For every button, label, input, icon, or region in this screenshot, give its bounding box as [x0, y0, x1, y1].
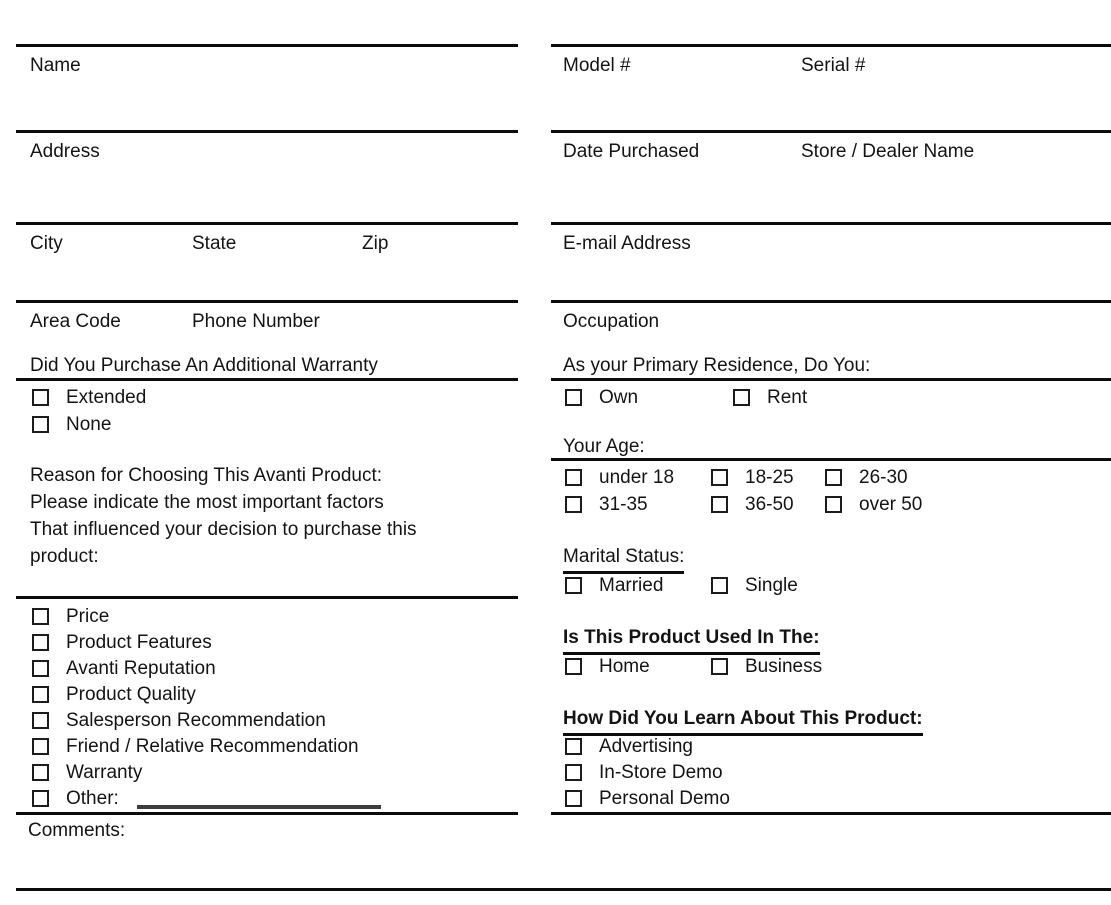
option-26-30-label: 26-30	[859, 466, 908, 488]
checkbox-avanti-reputation-icon[interactable]	[32, 660, 49, 677]
option-36-50-label: 36-50	[745, 493, 794, 515]
checkbox-rent-icon[interactable]	[733, 389, 750, 406]
checkbox-31-35-icon[interactable]	[565, 496, 582, 513]
age-section-heading	[551, 433, 1111, 461]
comments-field-label: Comments:	[28, 820, 126, 841]
checkbox-36-50-icon[interactable]	[711, 496, 728, 513]
name-field[interactable]	[16, 44, 518, 130]
option-18-25-label: 18-25	[745, 466, 794, 488]
warranty-options-list	[16, 384, 146, 438]
option-salesperson-recommendation-label: Salesperson Recommendation	[66, 709, 326, 731]
occupation-field-label: Occupation	[563, 311, 660, 332]
model-serial-field[interactable]	[551, 44, 1111, 130]
option-married[interactable]	[565, 572, 663, 598]
age-heading-text: Your Age:	[563, 436, 645, 457]
checkbox-friend-relative-recommendation-icon[interactable]	[32, 738, 49, 755]
right-column	[551, 0, 1111, 905]
option-own-label: Own	[599, 386, 639, 408]
option-advertising[interactable]	[565, 733, 730, 759]
reason-paragraph	[16, 462, 417, 570]
option-in-store-demo-label: In-Store Demo	[599, 761, 723, 783]
option-rent-label: Rent	[767, 386, 808, 408]
name-field-label: Name	[30, 55, 81, 76]
reason-line-1: Reason for Choosing This Avanti Product:	[30, 465, 383, 486]
learn-section-heading	[551, 705, 923, 736]
option-36-50[interactable]	[711, 491, 794, 517]
reason-line-2: Please indicate the most important factors	[30, 492, 384, 513]
option-extended-label: Extended	[66, 387, 147, 408]
option-18-25[interactable]	[711, 464, 794, 490]
store-dealer-field-label: Store / Dealer Name	[801, 141, 975, 162]
comments-top-rule	[16, 812, 518, 815]
right-bottom-rule	[551, 812, 1111, 815]
checkbox-over-50-icon[interactable]	[825, 496, 842, 513]
option-single-label: Single	[745, 574, 798, 596]
option-personal-demo-label: Personal Demo	[599, 787, 730, 809]
option-business[interactable]	[711, 653, 822, 679]
warranty-heading-text: Did You Purchase An Additional Warranty	[30, 355, 378, 376]
option-product-features[interactable]	[32, 629, 359, 655]
residence-options-row	[551, 384, 1111, 411]
option-over-50[interactable]	[825, 491, 922, 517]
option-over-50-label: over 50	[859, 493, 923, 515]
occupation-field[interactable]	[551, 300, 1111, 352]
option-friend-relative-recommendation-label: Friend / Relative Recommendation	[66, 735, 359, 757]
option-none[interactable]	[32, 411, 146, 438]
option-advertising-label: Advertising	[599, 735, 693, 757]
option-married-label: Married	[599, 574, 664, 596]
option-price[interactable]	[32, 603, 359, 629]
checkbox-26-30-icon[interactable]	[825, 469, 842, 486]
age-options-row-2	[551, 491, 1111, 518]
phone-number-field-label: Phone Number	[192, 311, 320, 332]
option-home-label: Home	[599, 655, 650, 677]
address-field-label: Address	[30, 141, 100, 162]
checkbox-home-icon[interactable]	[565, 658, 582, 675]
used-in-heading-text: Is This Product Used In The:	[563, 624, 820, 655]
option-avanti-reputation[interactable]	[32, 655, 359, 681]
option-none-label: None	[66, 414, 112, 435]
area-code-field-label: Area Code	[30, 311, 121, 332]
city-state-zip-field[interactable]	[16, 222, 518, 300]
option-warranty[interactable]	[32, 759, 359, 785]
checkbox-in-store-demo-icon[interactable]	[565, 764, 582, 781]
option-product-quality-label: Product Quality	[66, 683, 196, 705]
reason-list-top-rule	[16, 596, 518, 599]
option-product-features-label: Product Features	[66, 631, 212, 653]
option-home[interactable]	[565, 653, 650, 679]
email-field[interactable]	[551, 222, 1111, 300]
option-friend-relative-recommendation[interactable]	[32, 733, 359, 759]
option-warranty-label: Warranty	[66, 761, 143, 783]
checkbox-none-icon[interactable]	[32, 416, 49, 433]
serial-field-label: Serial #	[801, 55, 866, 76]
option-product-quality[interactable]	[32, 681, 359, 707]
option-salesperson-recommendation[interactable]	[32, 707, 359, 733]
option-31-35[interactable]	[565, 491, 648, 517]
reason-line-4: product:	[30, 546, 99, 567]
checkbox-other-icon[interactable]	[32, 790, 49, 807]
checkbox-18-25-icon[interactable]	[711, 469, 728, 486]
model-field-label: Model #	[563, 55, 631, 76]
residence-heading-text: As your Primary Residence, Do You:	[563, 355, 871, 376]
option-under-18-label: under 18	[599, 466, 675, 488]
marital-section-heading	[551, 543, 684, 574]
checkbox-single-icon[interactable]	[711, 577, 728, 594]
marital-options-row	[551, 572, 1111, 599]
other-blank-line[interactable]	[137, 805, 381, 809]
option-avanti-reputation-label: Avanti Reputation	[66, 657, 216, 679]
age-options-row-1	[551, 464, 1111, 491]
residence-section-heading	[551, 352, 1111, 381]
state-field-label: State	[192, 233, 237, 254]
reason-line-3: That influenced your decision to purchase this	[30, 519, 417, 540]
left-column	[16, 0, 518, 905]
date-purchased-field-label: Date Purchased	[563, 141, 700, 162]
checkbox-warranty-icon[interactable]	[32, 764, 49, 781]
page-bottom-rule	[16, 888, 1111, 891]
used-in-section-heading	[551, 624, 820, 655]
option-price-label: Price	[66, 605, 110, 627]
checkbox-personal-demo-icon[interactable]	[565, 790, 582, 807]
phone-field[interactable]	[16, 300, 518, 352]
checkbox-business-icon[interactable]	[711, 658, 728, 675]
option-other-label: Other:	[66, 787, 119, 809]
checkbox-product-quality-icon[interactable]	[32, 686, 49, 703]
city-field-label: City	[30, 233, 63, 254]
option-rent[interactable]	[733, 384, 807, 410]
option-own[interactable]	[565, 384, 638, 410]
learn-options-list	[551, 733, 730, 811]
checkbox-salesperson-recommendation-icon[interactable]	[32, 712, 49, 729]
option-extended[interactable]	[32, 384, 146, 411]
option-business-label: Business	[745, 655, 823, 677]
checkbox-product-features-icon[interactable]	[32, 634, 49, 651]
warranty-section-heading	[16, 352, 518, 381]
option-in-store-demo[interactable]	[565, 759, 730, 785]
checkbox-advertising-icon[interactable]	[565, 738, 582, 755]
date-store-field[interactable]	[551, 130, 1111, 222]
zip-field-label: Zip	[362, 233, 389, 254]
checkbox-extended-icon[interactable]	[32, 389, 49, 406]
marital-heading-text: Marital Status:	[563, 543, 684, 574]
learn-heading-text: How Did You Learn About This Product:	[563, 705, 923, 736]
checkbox-price-icon[interactable]	[32, 608, 49, 625]
checkbox-under-18-icon[interactable]	[565, 469, 582, 486]
option-personal-demo[interactable]	[565, 785, 730, 811]
option-31-35-label: 31-35	[599, 493, 648, 515]
email-field-label: E-mail Address	[563, 233, 691, 254]
option-26-30[interactable]	[825, 464, 908, 490]
reason-options-list	[16, 603, 359, 811]
address-field[interactable]	[16, 130, 518, 222]
option-single[interactable]	[711, 572, 798, 598]
checkbox-married-icon[interactable]	[565, 577, 582, 594]
used-in-options-row	[551, 653, 1111, 680]
option-under-18[interactable]	[565, 464, 674, 490]
checkbox-own-icon[interactable]	[565, 389, 582, 406]
